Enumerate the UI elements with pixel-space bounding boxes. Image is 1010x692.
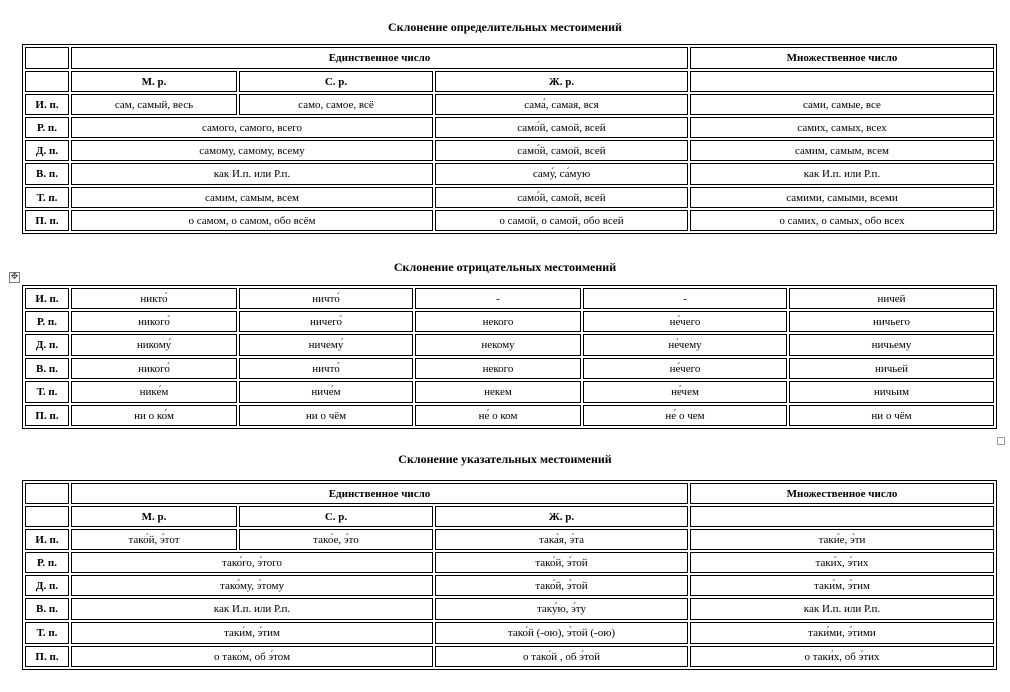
case-label: Д. п.: [25, 575, 69, 596]
pronoun-cell: -: [415, 288, 581, 309]
masculine-cell: сам, самый, весь: [71, 94, 237, 115]
pronoun-cell: ниче́м: [239, 381, 413, 403]
plural-cell: таки́х, э́тих: [690, 552, 994, 573]
plural-cell: таки́ми, э́тими: [690, 622, 994, 644]
table-row: [25, 311, 994, 332]
case-label: Т. п.: [25, 622, 69, 644]
masculine-neuter-cell: как И.п. или Р.п.: [71, 598, 433, 620]
case-label: П. п.: [25, 405, 69, 426]
feminine-cell: тако́й, э́той: [435, 575, 688, 596]
feminine-cell: саму́, са́мую: [435, 163, 688, 185]
header-row: [25, 483, 994, 504]
pronoun-cell: никому́: [71, 334, 237, 356]
case-label: Р. п.: [25, 117, 69, 138]
table-row: [25, 405, 994, 426]
table-row: [25, 529, 994, 550]
case-label: И. п.: [25, 94, 69, 115]
plural-subheader: [690, 71, 994, 92]
pronoun-cell: ничьего: [789, 311, 994, 332]
title-demonstrative-pronouns: Склонение указательных местоимений: [398, 452, 612, 466]
table-row: [25, 381, 994, 403]
feminine-cell: тако́й (-ою), э́той (-ою): [435, 622, 688, 644]
singular-header: Единственное число: [71, 483, 688, 504]
pronoun-cell: ничьему: [789, 334, 994, 356]
table-row: [25, 334, 994, 356]
feminine-cell: само́й, самой, всей: [435, 187, 688, 208]
table-row: [25, 598, 994, 620]
plural-cell: сами, самые, все: [690, 94, 994, 115]
masculine-neuter-cell: самим, самым, всем: [71, 187, 433, 208]
pronoun-cell: ни о чём: [789, 405, 994, 426]
feminine-header: Ж. р.: [435, 71, 688, 92]
pronoun-cell: ничто́: [239, 288, 413, 309]
feminine-cell: сама́, самая, вся: [435, 94, 688, 115]
pronoun-cell: не́чего: [583, 358, 787, 379]
title-definitive-pronouns: Склонение определительных местоимений: [388, 20, 622, 34]
pronoun-cell: не́чем: [583, 381, 787, 403]
plural-cell: самими, самыми, всеми: [690, 187, 994, 208]
neuter-header: С. р.: [239, 506, 433, 527]
corner-cell: [25, 47, 69, 69]
feminine-cell: само́й, самой, всей: [435, 140, 688, 161]
pronoun-cell: ни о ко́м: [71, 405, 237, 426]
plural-subheader: [690, 506, 994, 527]
pronoun-cell: ничего́: [239, 311, 413, 332]
plural-header: Множественное число: [690, 47, 994, 69]
masculine-neuter-cell: самому, самому, всему: [71, 140, 433, 161]
plural-cell: как И.п. или Р.п.: [690, 598, 994, 620]
case-label: Д. п.: [25, 334, 69, 356]
plural-cell: самим, самым, всем: [690, 140, 994, 161]
gender-header-row: [25, 506, 994, 527]
case-label: П. п.: [25, 210, 69, 231]
corner-cell: [25, 71, 69, 92]
corner-cell: [25, 483, 69, 504]
plural-cell: как И.п. или Р.п.: [690, 163, 994, 185]
header-row: [25, 47, 994, 69]
pronoun-cell: нике́м: [71, 381, 237, 403]
table-row: [25, 187, 994, 208]
neuter-cell: само, самое, всё: [239, 94, 433, 115]
table-row: [25, 140, 994, 161]
pronoun-cell: ни о чём: [239, 405, 413, 426]
case-label: Д. п.: [25, 140, 69, 161]
pronoun-cell: некого: [415, 358, 581, 379]
neuter-header: С. р.: [239, 71, 433, 92]
feminine-cell: така́я, э́та: [435, 529, 688, 550]
pronoun-cell: не́чему: [583, 334, 787, 356]
pronoun-cell: ничто́: [239, 358, 413, 379]
plural-cell: о самих, о самых, обо всех: [690, 210, 994, 231]
table-definitive-pronouns: [22, 44, 997, 234]
masculine-neuter-cell: о самом, о самом, обо всём: [71, 210, 433, 231]
case-label: Р. п.: [25, 552, 69, 573]
table-row: [25, 552, 994, 573]
table-row: [25, 288, 994, 309]
pronoun-cell: некого: [415, 311, 581, 332]
table-row: [25, 117, 994, 138]
masculine-neuter-cell: о тако́м, об э́том: [71, 646, 433, 667]
pronoun-cell: не́ о чем: [583, 405, 787, 426]
table-move-handle-icon[interactable]: ✥: [10, 272, 19, 282]
neuter-cell: тако́е, э́то: [239, 529, 433, 550]
pronoun-cell: никого́: [71, 311, 237, 332]
case-label: В. п.: [25, 358, 69, 379]
masculine-neuter-cell: самого, самого, всего: [71, 117, 433, 138]
plural-header: Множественное число: [690, 483, 994, 504]
pronoun-cell: -: [583, 288, 787, 309]
table-negative-pronouns: [22, 285, 997, 429]
feminine-cell: о тако́й , об э́той: [435, 646, 688, 667]
gender-header-row: [25, 71, 994, 92]
table-row: [25, 575, 994, 596]
masculine-neuter-cell: тако́му, э́тому: [71, 575, 433, 596]
pronoun-cell: не́ о ком: [415, 405, 581, 426]
case-label: В. п.: [25, 598, 69, 620]
table-row: [25, 646, 994, 667]
pronoun-cell: никого́: [71, 358, 237, 379]
plural-cell: таки́м, э́тим: [690, 575, 994, 596]
table-demonstrative-pronouns: [22, 480, 997, 670]
table-resize-handle[interactable]: [997, 437, 1005, 445]
feminine-cell: таку́ю, э́ту: [435, 598, 688, 620]
pronoun-cell: никто́: [71, 288, 237, 309]
table-row: [25, 163, 994, 185]
masculine-neuter-cell: таки́м, э́тим: [71, 622, 433, 644]
case-label: И. п.: [25, 288, 69, 309]
plural-cell: о таки́х, об э́тих: [690, 646, 994, 667]
pronoun-cell: не́чего: [583, 311, 787, 332]
feminine-cell: само́й, самой, всей: [435, 117, 688, 138]
case-label: П. п.: [25, 646, 69, 667]
pronoun-cell: ничему́: [239, 334, 413, 356]
masculine-header: М. р.: [71, 71, 237, 92]
case-label: Т. п.: [25, 187, 69, 208]
singular-header: Единственное число: [71, 47, 688, 69]
feminine-cell: тако́й, э́той: [435, 552, 688, 573]
table-row: [25, 94, 994, 115]
feminine-header: Ж. р.: [435, 506, 688, 527]
pronoun-cell: ничей: [789, 288, 994, 309]
pronoun-cell: некем: [415, 381, 581, 403]
pronoun-cell: ничьей: [789, 358, 994, 379]
masculine-header: М. р.: [71, 506, 237, 527]
plural-cell: самих, самых, всех: [690, 117, 994, 138]
plural-cell: таки́е, э́ти: [690, 529, 994, 550]
table-row: [25, 210, 994, 231]
case-label: Р. п.: [25, 311, 69, 332]
feminine-cell: о самой, о самой, обо всей: [435, 210, 688, 231]
case-label: Т. п.: [25, 381, 69, 403]
case-label: В. п.: [25, 163, 69, 185]
pronoun-cell: ничьим: [789, 381, 994, 403]
title-negative-pronouns: Склонение отрицательных местоимений: [393, 260, 617, 274]
case-label: И. п.: [25, 529, 69, 550]
masculine-neuter-cell: тако́го, э́того: [71, 552, 433, 573]
masculine-neuter-cell: как И.п. или Р.п.: [71, 163, 433, 185]
table-row: [25, 622, 994, 644]
pronoun-cell: некому: [415, 334, 581, 356]
masculine-cell: тако́й, э́тот: [71, 529, 237, 550]
table-row: [25, 358, 994, 379]
corner-cell: [25, 506, 69, 527]
